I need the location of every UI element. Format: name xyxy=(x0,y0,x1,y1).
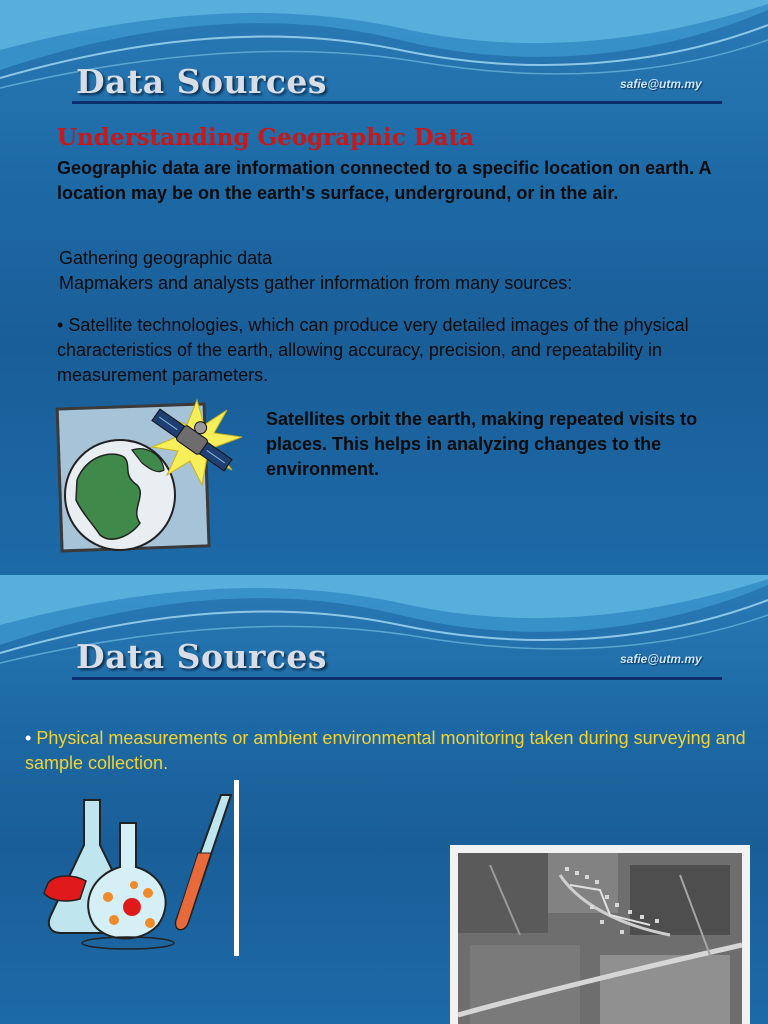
aerial-photo xyxy=(450,845,750,1024)
intro-paragraph: Geographic data are information connected to a specific location on earth. A location may be on the earth's surface, underground, or in the air. xyxy=(57,158,711,203)
bullet-marker: • xyxy=(57,315,64,335)
measurement-bullet-text: Physical measurements or ambient environmental monitoring taken during surveying and sample collection. xyxy=(25,728,746,773)
gather-text: Mapmakers and analysts gather information from many sources: xyxy=(59,273,573,293)
slide-title: Data Sources xyxy=(76,62,328,101)
author-email: safie@utm.my xyxy=(620,77,702,91)
bullet-marker: • xyxy=(25,728,32,748)
section-subtitle: Understanding Geographic Data xyxy=(57,124,475,151)
gather-heading: Gathering geographic data xyxy=(59,248,273,268)
satellite-caption: Satellites orbit the earth, making repeated visits to places. This helps in analyzing changes to the environment. xyxy=(266,409,698,479)
satellite-bullet xyxy=(57,313,747,388)
lab-glassware-clipart xyxy=(36,775,246,960)
satellite-bullet-text: Satellite technologies, which can produce very detailed images of the physical characteristics of the earth, allowing accuracy, precision, and repeatability in measurement parameters. xyxy=(57,315,689,385)
slide-title: Data Sources xyxy=(76,637,328,676)
measurement-bullet xyxy=(25,726,755,776)
author-email: safie@utm.my xyxy=(620,652,702,666)
slide-2 xyxy=(0,575,768,1024)
globe-satellite-clipart xyxy=(52,395,247,555)
title-rule xyxy=(72,101,722,104)
title-rule xyxy=(72,677,722,680)
